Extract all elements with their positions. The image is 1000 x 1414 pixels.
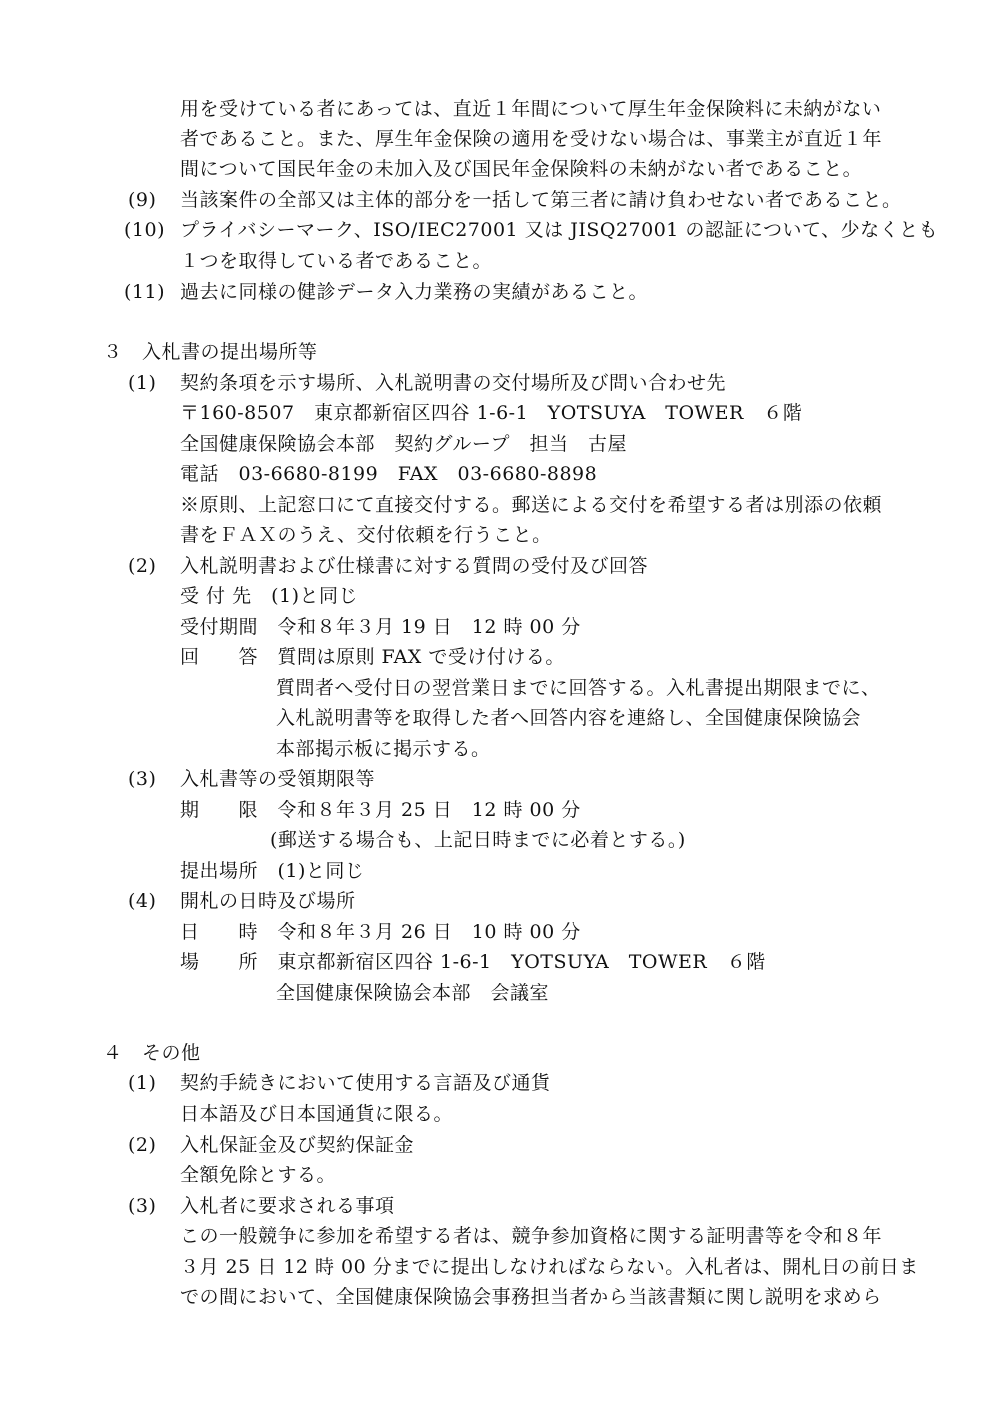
text-line: 質問者へ受付日の翌営業日までに回答する。入札書提出期限までに、	[276, 677, 881, 699]
list-number: (2)	[128, 1134, 157, 1156]
text-line: 契約条項を示す場所、入札説明書の交付場所及び問い合わせ先	[180, 372, 727, 394]
list-number: (4)	[128, 890, 157, 912]
list-number: (9)	[128, 189, 157, 211]
list-number: (3)	[128, 768, 157, 790]
text-line: 電話 03-6680-8199 FAX 03-6680-8898	[180, 463, 598, 485]
list-number: (10)	[124, 219, 166, 241]
text-line: 受 付 先 (1)と同じ	[180, 585, 358, 607]
text-line: 入札説明書および仕様書に対する質問の受付及び回答	[180, 555, 649, 577]
text-line: 入札書等の受領期限等	[180, 768, 376, 790]
text-line: 全国健康保険協会本部 会議室	[276, 982, 550, 1004]
text-line: (郵送する場合も、上記日時までに必着とする。)	[270, 829, 686, 851]
text-line: 期 限 令和８年３月 25 日 12 時 00 分	[180, 799, 581, 821]
text-line: 回 答 質問は原則 FAX で受け付ける。	[180, 646, 565, 668]
section-heading: ４ その他	[103, 1042, 201, 1064]
text-line: この一般競争に参加を希望する者は、競争参加資格に関する証明書等を令和８年	[180, 1225, 883, 1247]
text-line: 日本語及び日本国通貨に限る。	[180, 1103, 454, 1125]
text-line: 契約手続きにおいて使用する言語及び通貨	[180, 1072, 551, 1094]
text-line: 場 所 東京都新宿区四谷 1-6-1 YOTSUYA TOWER ６階	[180, 951, 766, 973]
text-line: 開札の日時及び場所	[180, 890, 356, 912]
text-line: 当該案件の全部又は主体的部分を一括して第三者に請け負わせない者であること。	[180, 189, 902, 211]
text-line: 用を受けている者にあっては、直近１年間について厚生年金保険料に未納がない	[180, 98, 882, 120]
text-line: 日 時 令和８年３月 26 日 10 時 00 分	[180, 921, 581, 943]
text-line: での間において、全国健康保険協会事務担当者から当該書類に関し説明を求めら	[180, 1286, 882, 1308]
list-number: (1)	[128, 1072, 157, 1094]
text-line: 過去に同様の健診データ入力業務の実績があること。	[180, 281, 649, 303]
list-number: (1)	[128, 372, 157, 394]
text-line: 提出場所 (1)と同じ	[180, 860, 365, 882]
text-line: プライバシーマーク、ISO/IEC27001 又は JISQ27001 の認証について、少なくとも	[180, 219, 939, 241]
list-number: (2)	[128, 555, 157, 577]
text-line: 全国健康保険協会本部 契約グループ 担当 古屋	[180, 433, 627, 455]
text-line: 受付期間 令和８年３月 19 日 12 時 00 分	[180, 616, 581, 638]
text-line: ３月 25 日 12 時 00 分までに提出しなければならない。入札者は、開札日の前日ま	[180, 1256, 919, 1278]
text-line: 入札保証金及び契約保証金	[180, 1134, 415, 1156]
text-line: １つを取得している者であること。	[180, 250, 493, 272]
text-line: 者であること。また、厚生年金保険の適用を受けない場合は、事業主が直近１年	[180, 128, 883, 150]
section-heading: ３ 入札書の提出場所等	[103, 341, 318, 363]
list-number: (11)	[124, 281, 166, 303]
text-line: 間について国民年金の未加入及び国民年金保険料の未納がない者であること。	[180, 158, 863, 180]
text-line: 入札者に要求される事項	[180, 1195, 395, 1217]
text-line: 全額免除とする。	[180, 1164, 337, 1186]
text-line: 〒160-8507 東京都新宿区四谷 1-6-1 YOTSUYA TOWER ６階	[180, 402, 803, 424]
text-line: 本部掲示板に掲示する。	[276, 738, 491, 760]
text-line: 書をＦＡＸのうえ、交付依頼を行うこと。	[180, 524, 552, 546]
text-line: 入札説明書等を取得した者へ回答内容を連絡し、全国健康保険協会	[276, 707, 862, 729]
list-number: (3)	[128, 1195, 157, 1217]
text-line: ※原則、上記窓口にて直接交付する。郵送による交付を希望する者は別添の依頼	[180, 494, 883, 516]
